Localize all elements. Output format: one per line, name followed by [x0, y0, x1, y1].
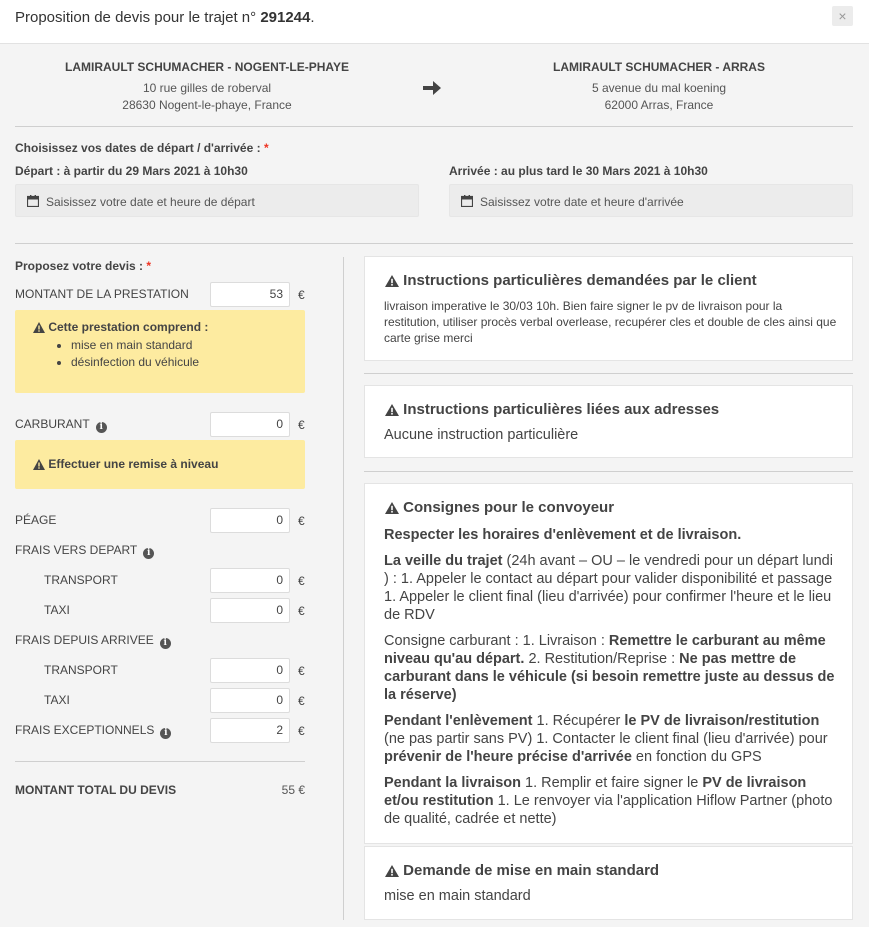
dates-section-label: Choisissez vos dates de départ / d'arrivée : * [15, 141, 269, 155]
divider [15, 126, 853, 127]
frais-exceptionnels-input[interactable]: 2 [210, 718, 290, 743]
modal-header [0, 0, 869, 44]
currency-symbol: € [298, 574, 305, 588]
depart-taxi-input[interactable]: 0 [210, 598, 290, 623]
peage-input[interactable]: 0 [210, 508, 290, 533]
card-body: livraison imperative le 30/03 10h. Bien faire signer le pv de livraison pour la restitution, utiliser procès verbal overlease, recupérer cles et double de cles ainsi que carte grise merci [384, 299, 837, 345]
warning-icon [33, 322, 45, 333]
calendar-icon [27, 195, 39, 207]
currency-symbol: € [298, 694, 305, 708]
warning-icon [385, 502, 399, 514]
depart-taxi-label: TAXI [44, 603, 70, 617]
divider [364, 373, 853, 374]
divider [15, 243, 853, 244]
warning-icon [385, 404, 399, 416]
card-title: Consignes pour le convoyeur [385, 499, 614, 516]
divider [364, 471, 853, 472]
handover-request-card [364, 846, 853, 920]
total-value: 55 € [281, 783, 305, 797]
currency-symbol: € [298, 724, 305, 738]
quote-section-label: Proposez votre devis : * [15, 259, 152, 273]
modal-title: Proposition de devis pour le trajet n° 291244. [15, 9, 315, 26]
peage-label: PÉAGE [15, 513, 57, 527]
card-body: mise en main standard [384, 888, 531, 904]
address-instructions-card [364, 385, 853, 458]
arrow-right-icon [421, 77, 443, 99]
montant-input[interactable]: 53 [210, 282, 290, 307]
arrivee-taxi-input[interactable]: 0 [210, 688, 290, 713]
client-instructions-card [364, 256, 853, 361]
departure-date-label: Départ : à partir du 29 Mars 2021 à 10h30 [15, 164, 248, 178]
card-title: Instructions particulières liées aux adresses [385, 401, 719, 418]
info-icon[interactable]: i [96, 422, 107, 433]
frais-exceptionnels-label: FRAIS EXCEPTIONNELS i [15, 723, 171, 739]
total-label: MONTANT TOTAL DU DEVIS [15, 783, 177, 797]
carburant-label: CARBURANT i [15, 417, 107, 433]
card-body: Aucune instruction particulière [384, 427, 579, 443]
arrival-date-input[interactable]: Saisissez votre date et heure d'arrivée [449, 184, 853, 217]
frais-depart-label: FRAIS VERS DEPART i [15, 543, 154, 559]
info-icon[interactable]: i [160, 728, 171, 739]
warning-icon [385, 275, 399, 287]
depart-transport-input[interactable]: 0 [210, 568, 290, 593]
frais-arrivee-label: FRAIS DEPUIS ARRIVEE i [15, 633, 171, 649]
arrival-address: LAMIRAULT SCHUMACHER - ARRAS 5 avenue du mal koening 62000 Arras, France [553, 60, 765, 112]
card-title: Instructions particulières demandées par le client [385, 272, 757, 289]
trip-number: 291244 [260, 9, 311, 26]
currency-symbol: € [298, 514, 305, 528]
close-button[interactable]: × [832, 6, 853, 26]
carburant-input[interactable]: 0 [210, 412, 290, 437]
warning-icon [385, 865, 399, 877]
arrivee-taxi-label: TAXI [44, 693, 70, 707]
info-icon[interactable]: i [160, 638, 171, 649]
list-item: • désinfection du véhicule [71, 354, 287, 371]
currency-symbol: € [298, 664, 305, 678]
includes-list [71, 337, 287, 371]
card-body: Respecter les horaires d'enlèvement et de livraison. La veille du trajet (24h avant – OU – le vendredi pour un départ lundi ) : 1. Appeler le contact au départ pour valider disponibilité et passage 1. Appeler le client final (lieu d'arrivée) pour confirmer l'heure et le lieu de RDV Consigne carburant : 1. Livraison : Remettre le carburant au même niveau qu'au départ. 2. Restitution/Reprise : Ne pas mettre de carburant dans le véhicule (si besoin remettre juste au dessus de la réserve) Pendant l'enlèvement 1. Récupérer le PV de livraison/restitution (ne pas partir sans PV) 1. Contacter le client final (lieu d'arrivée) pour prévenir de l'heure précise d'arrivée en fonction du GPS Pendant la livraison 1. Remplir et faire signer le PV de livraison et/ou restitution 1. Le renvoyer via l'application Hiflow Partner (photo de qualité, cadrée et nette) [384, 527, 835, 827]
calendar-icon [461, 195, 473, 207]
prestation-includes-box: Cette prestation comprend : • mise en main standard • désinfection du véhicule [15, 310, 305, 393]
carburant-note-box: Effectuer une remise à niveau [15, 440, 305, 489]
warning-icon [33, 459, 45, 470]
currency-symbol: € [298, 604, 305, 618]
divider [15, 761, 305, 762]
card-title: Demande de mise en main standard [385, 862, 659, 879]
depart-transport-label: TRANSPORT [44, 573, 118, 587]
currency-symbol: € [298, 288, 305, 302]
column-divider [343, 257, 344, 920]
list-item: • mise en main standard [71, 337, 287, 354]
arrivee-transport-input[interactable]: 0 [210, 658, 290, 683]
departure-date-input[interactable]: Saisissez votre date et heure de départ [15, 184, 419, 217]
driver-instructions-card [364, 483, 853, 844]
currency-symbol: € [298, 418, 305, 432]
departure-address: LAMIRAULT SCHUMACHER - NOGENT-LE-PHAYE 10 rue gilles de roberval 28630 Nogent-le-phaye, France [65, 60, 349, 112]
arrival-date-label: Arrivée : au plus tard le 30 Mars 2021 à 10h30 [449, 164, 708, 178]
info-icon[interactable]: i [143, 548, 154, 559]
arrivee-transport-label: TRANSPORT [44, 663, 118, 677]
montant-label: MONTANT DE LA PRESTATION [15, 287, 189, 301]
